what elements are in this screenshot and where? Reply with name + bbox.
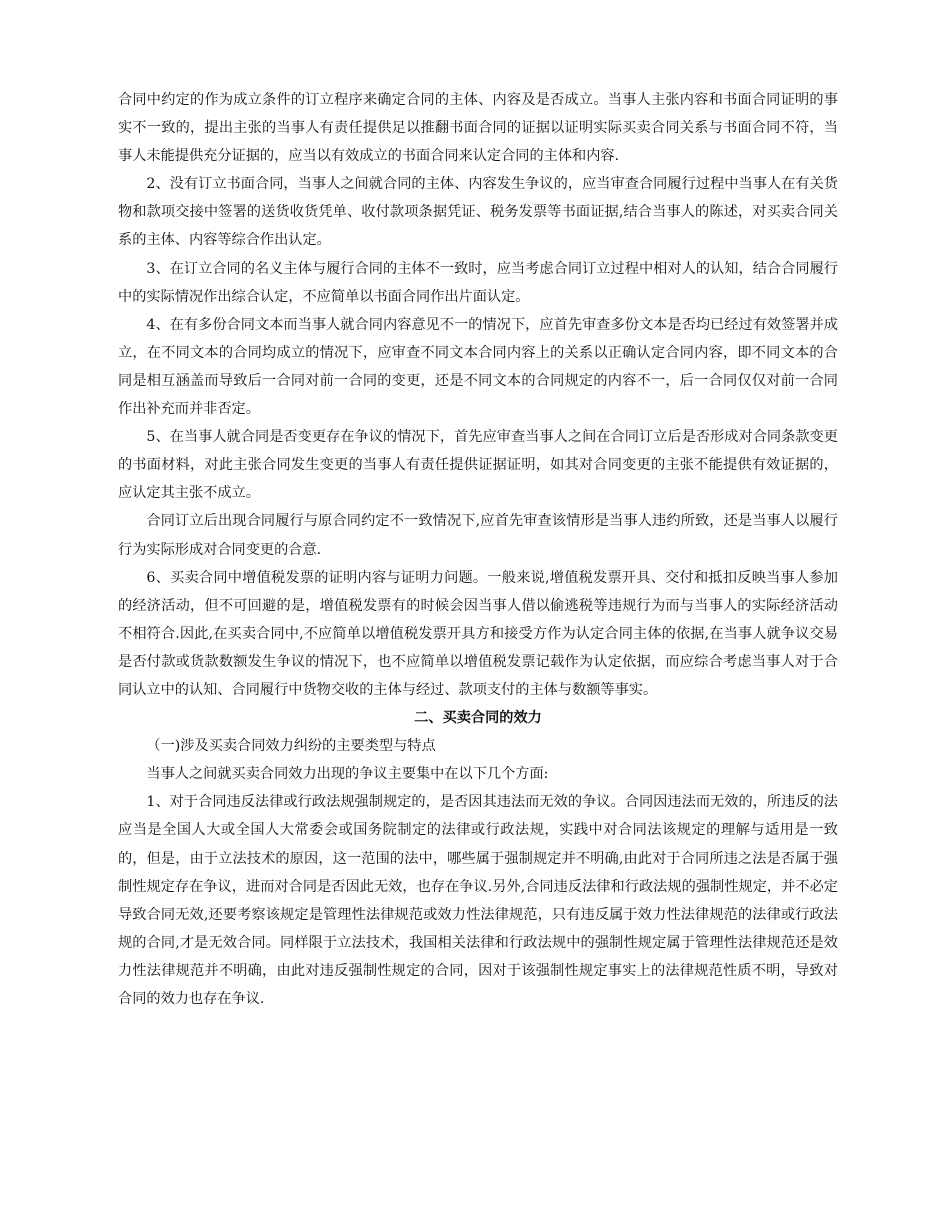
paragraph-item-6: 6、买卖合同中增值税发票的证明内容与证明力问题。一般来说,增值税发票开具、交付和抵扣反映当事人参加的经济活动，但不可回避的是，增值税发票有的时候会因当事人借以偷逃税等违规行为而与当事人的实际经济活动不相符合.因此,在买卖合同中,不应简单以增值税发票开具方和接受方作为认定合同主体的依据,在当事人就争议交易是否付款或货款数额发生争议的情况下，也不应简单以增值税发票记载作为认定依据，而应综合考虑当事人对于合同认立中的认知、合同履行中货物交收的主体与经过、款项支付的主体与数额等事实。: [118, 569, 838, 698]
section-heading: 二、买卖合同的效力: [414, 710, 542, 727]
paragraph-item-4: 4、在有多份合同文本而当事人就合同内容意见不一的情况下，应首先审查多份文本是否均已经过有效签署并成立，在不同文本的合同均成立的情况下，应审查不同文本合同内容上的关系以正确认定合同内容，即不同文本的合同是相互涵盖而导致后一合同对前一合同的变更，还是不同文本的合同规定的内容不一，后一合同仅仅对前一合同作出补充而并非否定。: [118, 316, 838, 418]
paragraph-item-3: 3、在订立合同的名义主体与履行合同的主体不一致时，应当考虑合同订立过程中相对人的认知，结合合同履行中的实际情况作出综合认定，不应简单以书面合同作出片面认定。: [118, 260, 838, 305]
paragraph-note: 合同订立后出现合同履行与原合同约定不一致情况下,应首先审查该情形是当事人违约所致，还是当事人以履行行为实际形成对合同变更的合意.: [118, 513, 838, 558]
paragraph-item-5: 5、在当事人就合同是否变更存在争议的情况下，首先应审查当事人之间在合同订立后是否形成对合同条款变更的书面材料，对此主张合同发生变更的当事人有责任提供证据证明，如其对合同变更的主张不能提供有效证据的，应认定其主张不成立。: [118, 429, 838, 502]
paragraph-continuation: 合同中约定的作为成立条件的订立程序来确定合同的主体、内容及是否成立。当事人主张内容和书面合同证明的事实不一致的，提出主张的当事人有责任提供足以推翻书面合同的证据以证明实际买卖合同关系与书面合同不符，当事人未能提供充分证据的，应当以有效成立的书面合同来认定合同的主体和内容.: [118, 92, 838, 165]
subsection-heading: （一)涉及买卖合同效力纠纷的主要类型与特点: [146, 738, 436, 755]
paragraph-intro: 当事人之间就买卖合同效力出现的争议主要集中在以下几个方面:: [146, 766, 549, 783]
paragraph-point-1: 1、对于合同违反法律或行政法规强制规定的，是否因其违法而无效的争议。合同因违法而无效的，所违反的法应当是全国人大或全国人大常委会或国务院制定的法律或行政法规，实践中对合同法该规定的理解与适用是一致的，但是，由于立法技术的原因，这一范围的法中，哪些属于强制规定并不明确,由此对于合同所违之法是否属于强制性规定存在争议，进而对合同是否因此无效，也存在争议.另外,合同违反法律和行政法规的强制性规定，并不必定导致合同无效,还要考察该规定是管理性法律规范或效力性法律规范，只有违反属于效力性法律规范的法律或行政法规的合同,才是无效合同。同样限于立法技术，我国相关法律和行政法规中的强制性规定属于管理性法律规范还是效力性法律规范并不明确，由此对违反强制性规定的合同，因对于该强制性规定事实上的法律规范性质不明，导致对合同的效力也存在争议.: [118, 794, 838, 1007]
paragraph-item-2: 2、没有订立书面合同，当事人之间就合同的主体、内容发生争议的，应当审查合同履行过程中当事人在有关货物和款项交接中签署的送货收货凭单、收付款项条据凭证、税务发票等书面证据,结合当事人的陈述，对买卖合同关系的主体、内容等综合作出认定。: [118, 176, 838, 249]
document-page: [118, 86, 838, 1013]
